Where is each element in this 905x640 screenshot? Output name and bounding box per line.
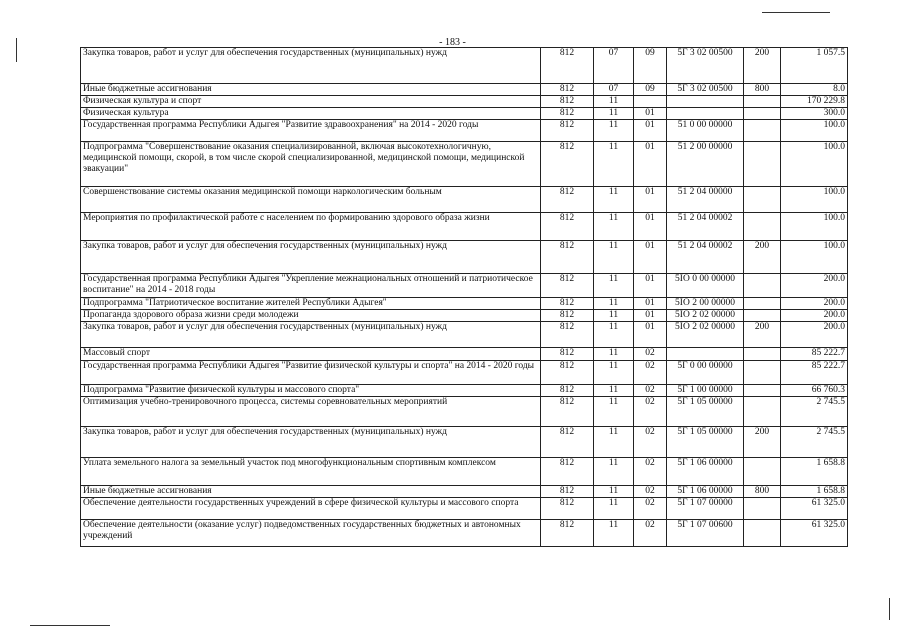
row-expense-type: 800 bbox=[744, 486, 781, 498]
row-target-article bbox=[667, 348, 744, 361]
row-name: Государственная программа Республики Адыгея "Укрепление межнациональных отношений и патриотическое воспитание" на 2014 - 2018 годы bbox=[81, 274, 541, 298]
row-amount: 85 222.7 bbox=[781, 361, 848, 385]
table-row bbox=[81, 458, 848, 486]
row-subsection-code: 01 bbox=[634, 310, 667, 322]
row-ministry-code: 812 bbox=[541, 108, 594, 120]
table-row bbox=[81, 520, 848, 547]
row-expense-type: 200 bbox=[744, 427, 781, 458]
row-section-code: 11 bbox=[594, 361, 634, 385]
row-name: Закупка товаров, работ и услуг для обеспечения государственных (муниципальных) нужд bbox=[81, 322, 541, 348]
row-name: Мероприятия по профилактической работе с населением по формированию здорового образа жизни bbox=[81, 213, 541, 241]
row-target-article bbox=[667, 96, 744, 108]
row-subsection-code: 01 bbox=[634, 274, 667, 298]
row-name: Иные бюджетные ассигнования bbox=[81, 486, 541, 498]
row-target-article: 5Г 1 07 00000 bbox=[667, 498, 744, 520]
row-name: Физическая культура и спорт bbox=[81, 96, 541, 108]
scan-mark-bottom-right bbox=[889, 598, 890, 620]
row-name: Массовый спорт bbox=[81, 348, 541, 361]
table-row bbox=[81, 486, 848, 498]
row-name: Закупка товаров, работ и услуг для обеспечения государственных (муниципальных) нужд bbox=[81, 241, 541, 274]
row-section-code: 11 bbox=[594, 427, 634, 458]
row-amount: 1 057.5 bbox=[781, 48, 848, 84]
row-ministry-code: 812 bbox=[541, 520, 594, 547]
row-expense-type bbox=[744, 397, 781, 427]
row-amount: 100.0 bbox=[781, 187, 848, 213]
row-expense-type bbox=[744, 142, 781, 187]
table-row bbox=[81, 385, 848, 397]
row-amount: 300.0 bbox=[781, 108, 848, 120]
row-ministry-code: 812 bbox=[541, 187, 594, 213]
row-target-article: 51 0 00 00000 bbox=[667, 120, 744, 142]
row-expense-type bbox=[744, 520, 781, 547]
table-row bbox=[81, 310, 848, 322]
table-row bbox=[81, 108, 848, 120]
row-name: Обеспечение деятельности (оказание услуг) подведомственных государственных бюджетных и автономных учреждений bbox=[81, 520, 541, 547]
row-name: Государственная программа Республики Адыгея "Развитие здравоохранения" на 2014 - 2020 годы bbox=[81, 120, 541, 142]
table-row bbox=[81, 96, 848, 108]
row-amount: 61 325.0 bbox=[781, 520, 848, 547]
budget-table bbox=[80, 47, 848, 547]
row-expense-type bbox=[744, 458, 781, 486]
row-subsection-code: 01 bbox=[634, 322, 667, 348]
table-row bbox=[81, 120, 848, 142]
row-amount: 2 745.5 bbox=[781, 427, 848, 458]
table-row bbox=[81, 298, 848, 310]
scan-mark-top-right bbox=[762, 12, 830, 13]
page-number: - 183 - bbox=[439, 37, 466, 48]
row-target-article: 5IO 0 00 00000 bbox=[667, 274, 744, 298]
row-section-code: 11 bbox=[594, 486, 634, 498]
row-amount: 100.0 bbox=[781, 142, 848, 187]
row-subsection-code: 02 bbox=[634, 348, 667, 361]
row-expense-type bbox=[744, 96, 781, 108]
row-name: Государственная программа Республики Адыгея "Развитие физической культуры и спорта" на 2014 - 2020 годы bbox=[81, 361, 541, 385]
row-amount: 200.0 bbox=[781, 298, 848, 310]
row-section-code: 11 bbox=[594, 310, 634, 322]
row-ministry-code: 812 bbox=[541, 274, 594, 298]
row-target-article: 5Г 1 06 00000 bbox=[667, 486, 744, 498]
row-section-code: 07 bbox=[594, 48, 634, 84]
row-subsection-code: 02 bbox=[634, 520, 667, 547]
row-subsection-code: 09 bbox=[634, 48, 667, 84]
row-section-code: 11 bbox=[594, 274, 634, 298]
row-expense-type bbox=[744, 274, 781, 298]
row-ministry-code: 812 bbox=[541, 142, 594, 187]
row-target-article: 5Г 1 05 00000 bbox=[667, 397, 744, 427]
row-ministry-code: 812 bbox=[541, 213, 594, 241]
row-target-article: 5Г 3 02 00500 bbox=[667, 84, 744, 96]
row-subsection-code: 09 bbox=[634, 84, 667, 96]
row-section-code: 11 bbox=[594, 498, 634, 520]
row-amount: 1 658.8 bbox=[781, 458, 848, 486]
row-expense-type: 200 bbox=[744, 241, 781, 274]
row-expense-type bbox=[744, 498, 781, 520]
row-expense-type: 200 bbox=[744, 322, 781, 348]
row-target-article: 51 2 00 00000 bbox=[667, 142, 744, 187]
row-name: Физическая культура bbox=[81, 108, 541, 120]
row-target-article: 5IO 2 02 00000 bbox=[667, 322, 744, 348]
budget-table-body bbox=[81, 48, 848, 547]
row-name: Оптимизация учебно-тренировочного процесса, системы соревновательных мероприятий bbox=[81, 397, 541, 427]
row-subsection-code: 02 bbox=[634, 385, 667, 397]
row-section-code: 11 bbox=[594, 397, 634, 427]
row-subsection-code bbox=[634, 96, 667, 108]
row-subsection-code: 01 bbox=[634, 298, 667, 310]
row-section-code: 11 bbox=[594, 520, 634, 547]
row-target-article: 5Г 1 05 00000 bbox=[667, 427, 744, 458]
row-target-article: 5IO 2 02 00000 bbox=[667, 310, 744, 322]
row-target-article: 51 2 04 00000 bbox=[667, 187, 744, 213]
row-target-article: 51 2 04 00002 bbox=[667, 241, 744, 274]
row-section-code: 11 bbox=[594, 385, 634, 397]
table-row bbox=[81, 84, 848, 96]
row-subsection-code: 01 bbox=[634, 241, 667, 274]
row-ministry-code: 812 bbox=[541, 498, 594, 520]
row-subsection-code: 01 bbox=[634, 213, 667, 241]
row-amount: 100.0 bbox=[781, 213, 848, 241]
row-ministry-code: 812 bbox=[541, 458, 594, 486]
row-amount: 200.0 bbox=[781, 322, 848, 348]
row-expense-type bbox=[744, 213, 781, 241]
table-row bbox=[81, 427, 848, 458]
row-ministry-code: 812 bbox=[541, 322, 594, 348]
row-section-code: 11 bbox=[594, 348, 634, 361]
row-target-article bbox=[667, 108, 744, 120]
row-ministry-code: 812 bbox=[541, 241, 594, 274]
row-subsection-code: 01 bbox=[634, 142, 667, 187]
row-ministry-code: 812 bbox=[541, 96, 594, 108]
row-expense-type bbox=[744, 120, 781, 142]
row-section-code: 11 bbox=[594, 458, 634, 486]
row-expense-type bbox=[744, 361, 781, 385]
row-expense-type: 200 bbox=[744, 48, 781, 84]
row-subsection-code: 02 bbox=[634, 427, 667, 458]
row-expense-type: 800 bbox=[744, 84, 781, 96]
row-amount: 100.0 bbox=[781, 241, 848, 274]
row-name: Обеспечение деятельности государственных учреждений в сфере физической культуры и массового спорта bbox=[81, 498, 541, 520]
row-section-code: 11 bbox=[594, 298, 634, 310]
table-row bbox=[81, 274, 848, 298]
row-subsection-code: 02 bbox=[634, 486, 667, 498]
row-target-article: 5IO 2 00 00000 bbox=[667, 298, 744, 310]
row-ministry-code: 812 bbox=[541, 427, 594, 458]
row-ministry-code: 812 bbox=[541, 48, 594, 84]
row-target-article: 5Г 3 02 00500 bbox=[667, 48, 744, 84]
row-amount: 61 325.0 bbox=[781, 498, 848, 520]
row-ministry-code: 812 bbox=[541, 385, 594, 397]
row-amount: 2 745.5 bbox=[781, 397, 848, 427]
table-row bbox=[81, 48, 848, 84]
table-row bbox=[81, 241, 848, 274]
table-row bbox=[81, 348, 848, 361]
row-subsection-code: 01 bbox=[634, 187, 667, 213]
table-row bbox=[81, 142, 848, 187]
table-row bbox=[81, 498, 848, 520]
row-ministry-code: 812 bbox=[541, 348, 594, 361]
table-row bbox=[81, 361, 848, 385]
row-amount: 1 658.8 bbox=[781, 486, 848, 498]
row-ministry-code: 812 bbox=[541, 397, 594, 427]
row-amount: 100.0 bbox=[781, 120, 848, 142]
row-section-code: 11 bbox=[594, 96, 634, 108]
row-subsection-code: 02 bbox=[634, 498, 667, 520]
table-row bbox=[81, 397, 848, 427]
row-ministry-code: 812 bbox=[541, 361, 594, 385]
row-ministry-code: 812 bbox=[541, 120, 594, 142]
row-ministry-code: 812 bbox=[541, 298, 594, 310]
row-section-code: 11 bbox=[594, 120, 634, 142]
row-section-code: 11 bbox=[594, 213, 634, 241]
row-section-code: 11 bbox=[594, 241, 634, 274]
table-row bbox=[81, 187, 848, 213]
row-expense-type bbox=[744, 187, 781, 213]
row-amount: 85 222.7 bbox=[781, 348, 848, 361]
row-subsection-code: 02 bbox=[634, 361, 667, 385]
row-target-article: 5Г 1 07 00600 bbox=[667, 520, 744, 547]
row-target-article: 5Г 1 06 00000 bbox=[667, 458, 744, 486]
row-subsection-code: 01 bbox=[634, 108, 667, 120]
row-subsection-code: 02 bbox=[634, 458, 667, 486]
row-expense-type bbox=[744, 348, 781, 361]
row-section-code: 11 bbox=[594, 108, 634, 120]
row-name: Пропаганда здорового образа жизни среди молодежи bbox=[81, 310, 541, 322]
row-amount: 200.0 bbox=[781, 274, 848, 298]
row-section-code: 11 bbox=[594, 142, 634, 187]
row-ministry-code: 812 bbox=[541, 486, 594, 498]
table-row bbox=[81, 213, 848, 241]
row-section-code: 11 bbox=[594, 322, 634, 348]
row-name: Иные бюджетные ассигнования bbox=[81, 84, 541, 96]
row-name: Подпрограмма "Патриотическое воспитание жителей Республики Адыгея" bbox=[81, 298, 541, 310]
table-row bbox=[81, 322, 848, 348]
row-subsection-code: 01 bbox=[634, 120, 667, 142]
row-target-article: 5Г 0 00 00000 bbox=[667, 361, 744, 385]
row-expense-type bbox=[744, 298, 781, 310]
row-ministry-code: 812 bbox=[541, 84, 594, 96]
row-amount: 200.0 bbox=[781, 310, 848, 322]
row-name: Закупка товаров, работ и услуг для обеспечения государственных (муниципальных) нужд bbox=[81, 427, 541, 458]
row-name: Закупка товаров, работ и услуг для обеспечения государственных (муниципальных) нужд bbox=[81, 48, 541, 84]
row-name: Подпрограмма "Совершенствование оказания специализированной, включая высокотехнологичную, медицинской помощи, скорой, в том числе скорой специализированной, медицинской помощи, медицинской эвакуации" bbox=[81, 142, 541, 187]
row-section-code: 07 bbox=[594, 84, 634, 96]
row-ministry-code: 812 bbox=[541, 310, 594, 322]
row-expense-type bbox=[744, 385, 781, 397]
row-section-code: 11 bbox=[594, 187, 634, 213]
row-target-article: 5Г 1 00 00000 bbox=[667, 385, 744, 397]
scan-mark-bottom-left bbox=[30, 625, 110, 626]
row-name: Подпрограмма "Развитие физической культуры и массового спорта" bbox=[81, 385, 541, 397]
row-expense-type bbox=[744, 310, 781, 322]
row-name: Совершенствование системы оказания медицинской помощи наркологическим больным bbox=[81, 187, 541, 213]
row-amount: 66 760.3 bbox=[781, 385, 848, 397]
row-name: Уплата земельного налога за земельный участок под многофункциональным спортивным комплексом bbox=[81, 458, 541, 486]
row-amount: 170 229.8 bbox=[781, 96, 848, 108]
row-amount: 8.0 bbox=[781, 84, 848, 96]
row-target-article: 51 2 04 00002 bbox=[667, 213, 744, 241]
row-subsection-code: 02 bbox=[634, 397, 667, 427]
row-expense-type bbox=[744, 108, 781, 120]
